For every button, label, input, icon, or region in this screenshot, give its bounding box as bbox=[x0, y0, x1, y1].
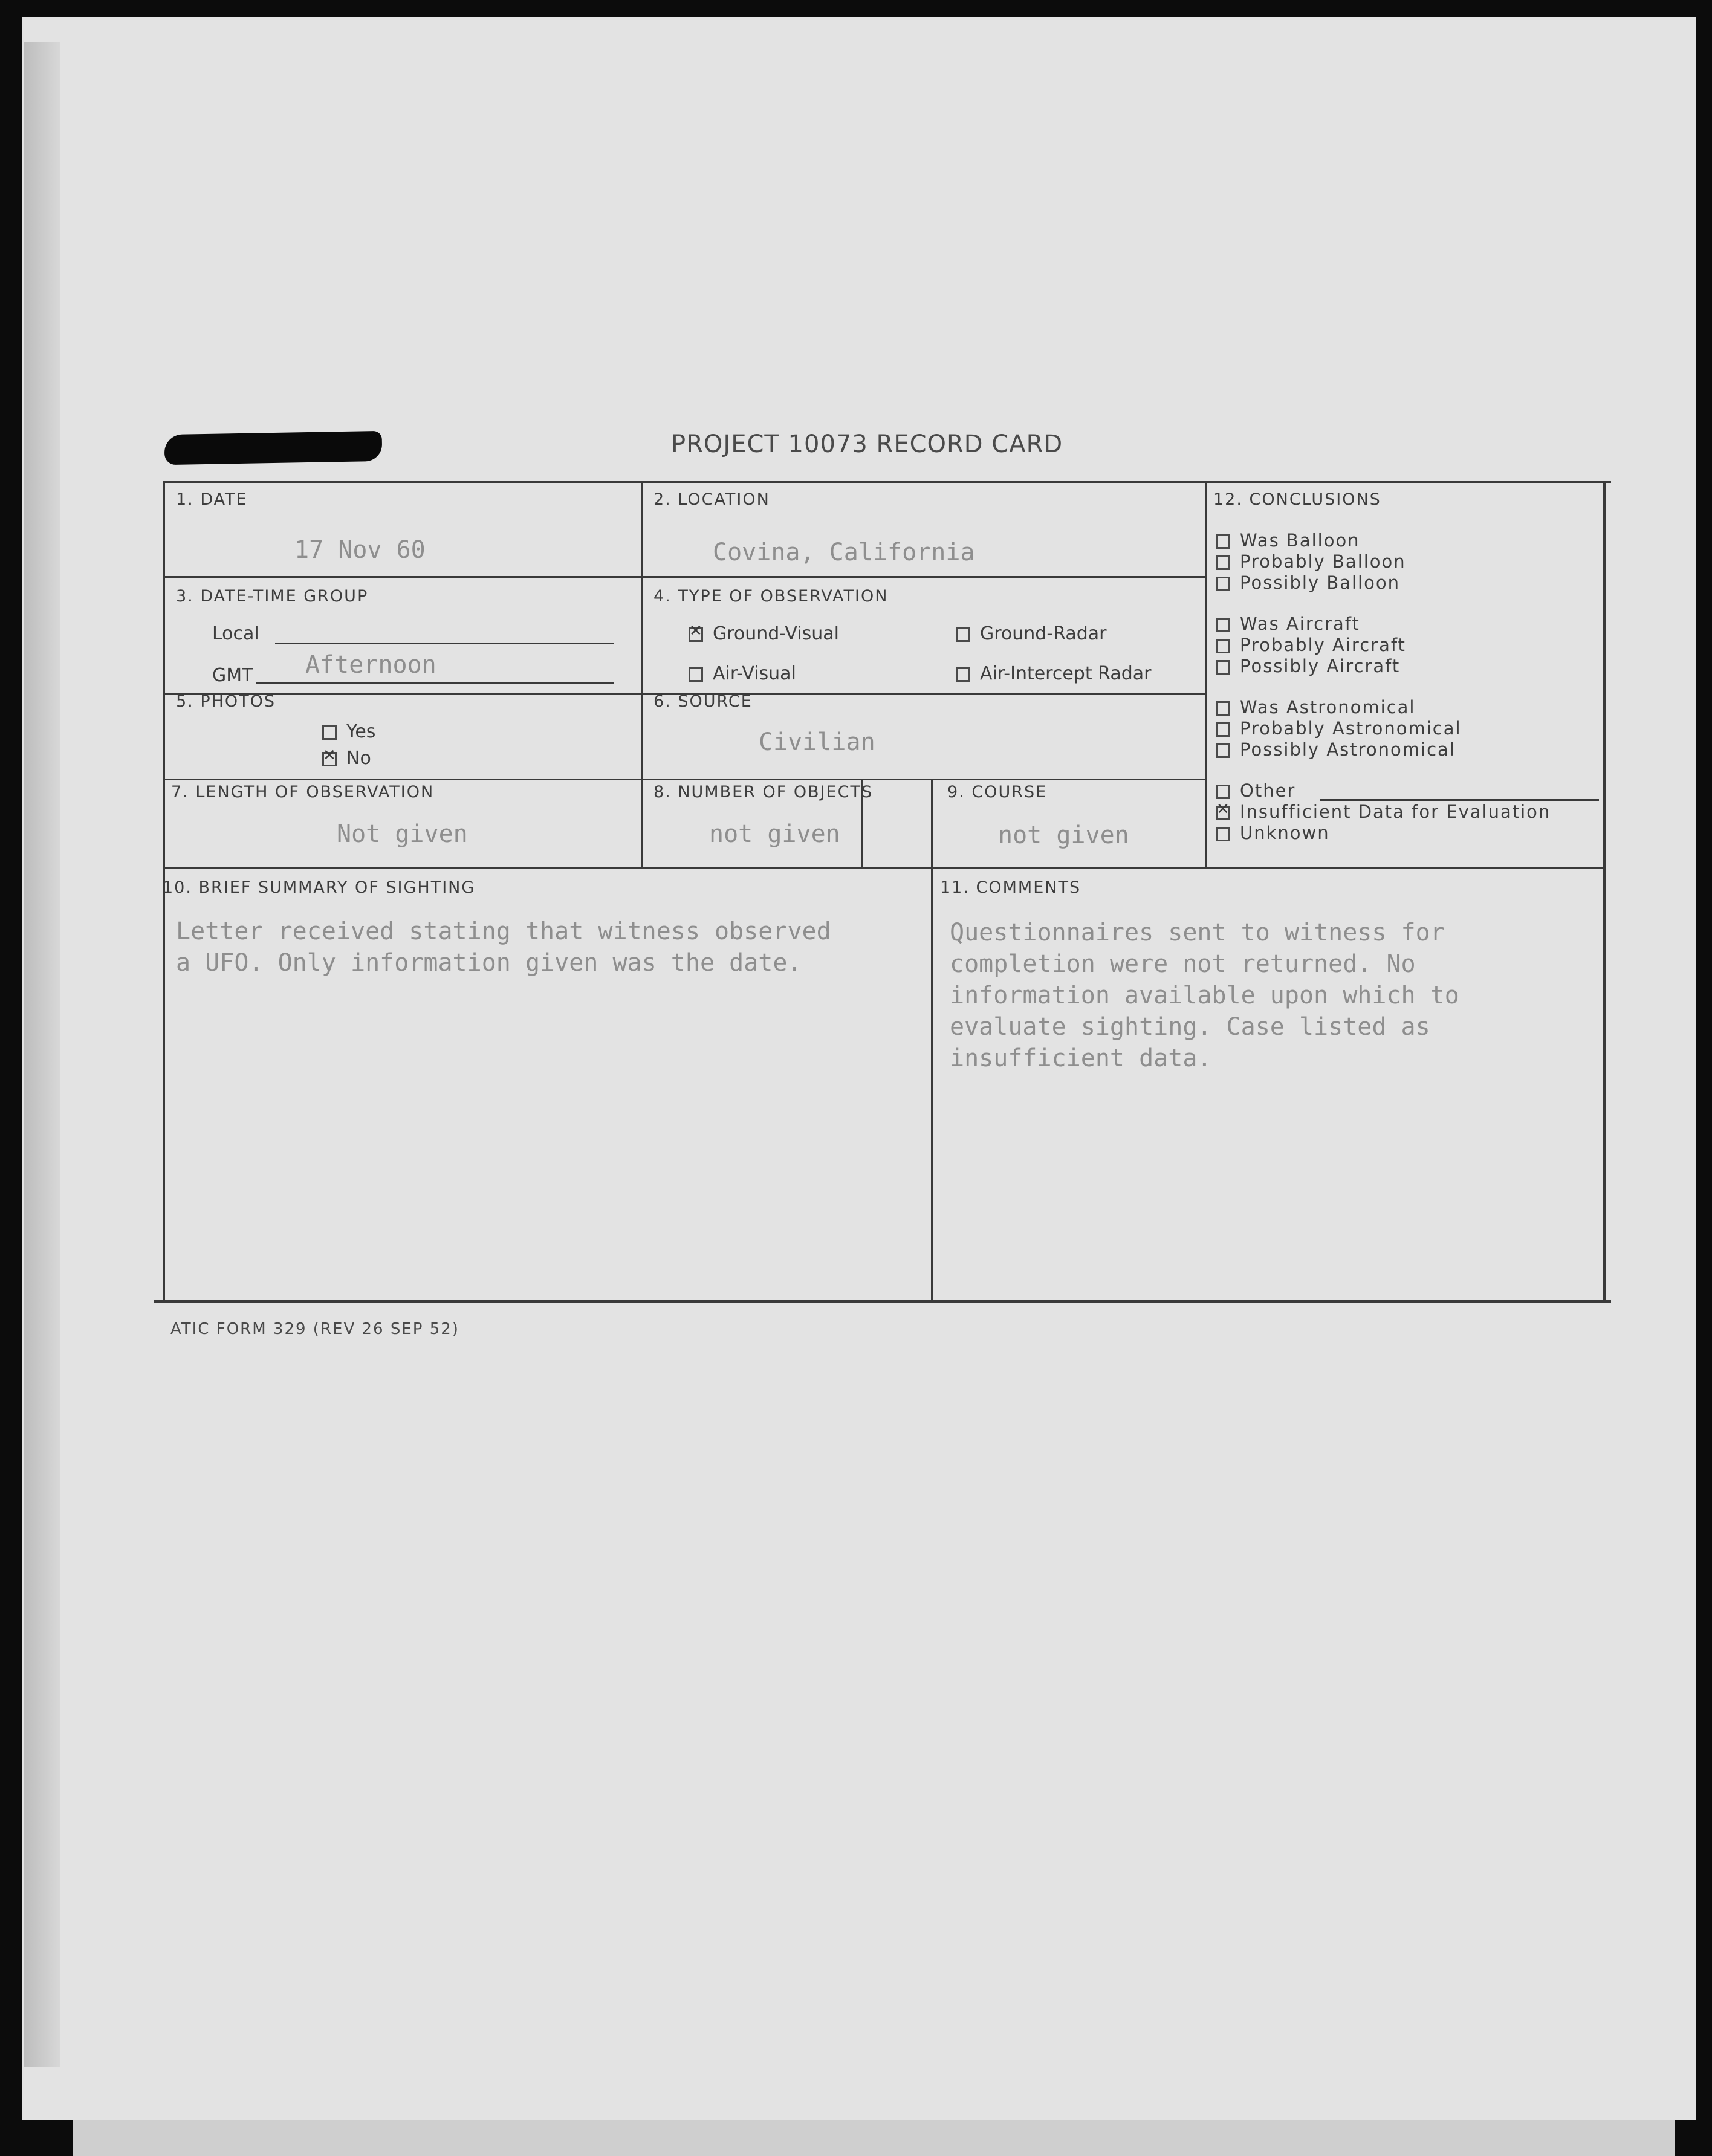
air-visual-option: Air-Visual bbox=[689, 663, 796, 684]
location-value: Covina, California bbox=[713, 539, 975, 566]
summary-text: Letter received stating that witness observed a UFO. Only information given was the date. bbox=[176, 918, 831, 977]
conclusion-possibly-aircraft: Possibly Aircraft bbox=[1216, 656, 1400, 676]
comments-label: 11. COMMENTS bbox=[940, 878, 1081, 897]
dtg-label: 3. DATE-TIME GROUP bbox=[176, 587, 369, 606]
length-value: Not given bbox=[337, 820, 468, 848]
conclusion-was-balloon: Was Balloon bbox=[1216, 530, 1360, 551]
conclusion-possibly-astronomical: Possibly Astronomical bbox=[1216, 739, 1456, 760]
ground-visual-option: ✕Ground-Visual bbox=[689, 623, 839, 644]
card-title: PROJECT 10073 RECORD CARD bbox=[671, 430, 1063, 458]
ground-radar-option: Ground-Radar bbox=[956, 623, 1107, 644]
ground-visual-checkbox bbox=[689, 627, 703, 642]
local-underline bbox=[275, 643, 614, 644]
objects-label: 8. NUMBER OF OBJECTS bbox=[653, 783, 874, 801]
conclusion-other: Other bbox=[1216, 780, 1295, 801]
photos-label: 5. PHOTOS bbox=[176, 692, 276, 711]
length-label: 7. LENGTH OF OBSERVATION bbox=[171, 783, 435, 801]
page-bottom-edge bbox=[73, 2120, 1675, 2156]
conclusion-possibly-balloon: Possibly Balloon bbox=[1216, 572, 1400, 593]
conclusion-was-aircraft: Was Aircraft bbox=[1216, 613, 1360, 634]
photos-yes-option: Yes bbox=[322, 721, 375, 742]
photos-yes-checkbox bbox=[322, 725, 337, 740]
page-edge-shadow bbox=[24, 42, 60, 2067]
photos-no-checkbox bbox=[322, 752, 337, 766]
local-label: Local bbox=[212, 623, 259, 644]
date-label: 1. DATE bbox=[176, 490, 248, 509]
location-label: 2. LOCATION bbox=[653, 490, 770, 509]
course-label: 9. COURSE bbox=[947, 783, 1048, 801]
summary-label: 10. BRIEF SUMMARY OF SIGHTING bbox=[163, 878, 476, 897]
redaction-mark bbox=[164, 431, 383, 465]
course-value: not given bbox=[998, 821, 1129, 849]
air-intercept-radar-option: Air-Intercept Radar bbox=[956, 663, 1151, 684]
conclusion-insufficient-data: ✕Insufficient Data for Evaluation bbox=[1216, 801, 1551, 822]
air-intercept-radar-checkbox bbox=[956, 667, 970, 682]
conclusion-probably-aircraft: Probably Aircraft bbox=[1216, 635, 1406, 655]
objects-value: not given bbox=[709, 820, 840, 848]
source-label: 6. SOURCE bbox=[653, 692, 753, 711]
comments-text: Questionnaires sent to witness for completion were not returned. No information available upon which to evaluate sighting. Case listed as insufficient data. bbox=[950, 919, 1459, 1072]
source-value: Civilian bbox=[759, 728, 875, 756]
gmt-value: Afternoon bbox=[305, 651, 436, 679]
conclusion-probably-astronomical: Probably Astronomical bbox=[1216, 718, 1462, 739]
record-card bbox=[154, 481, 1611, 1303]
conclusion-was-astronomical: Was Astronomical bbox=[1216, 697, 1415, 717]
gmt-underline bbox=[256, 682, 614, 684]
other-underline bbox=[1320, 799, 1599, 801]
gmt-label: GMT bbox=[212, 665, 253, 686]
air-visual-checkbox bbox=[689, 667, 703, 682]
ground-radar-checkbox bbox=[956, 627, 970, 642]
conclusions-label: 12. CONCLUSIONS bbox=[1213, 490, 1381, 509]
form-number: ATIC FORM 329 (REV 26 SEP 52) bbox=[170, 1320, 459, 1338]
date-value: 17 Nov 60 bbox=[294, 536, 426, 564]
conclusion-probably-balloon: Probably Balloon bbox=[1216, 551, 1406, 572]
photos-no-option: ✕No bbox=[322, 748, 371, 769]
conclusion-unknown: Unknown bbox=[1216, 823, 1330, 843]
observation-type-label: 4. TYPE OF OBSERVATION bbox=[653, 587, 889, 606]
